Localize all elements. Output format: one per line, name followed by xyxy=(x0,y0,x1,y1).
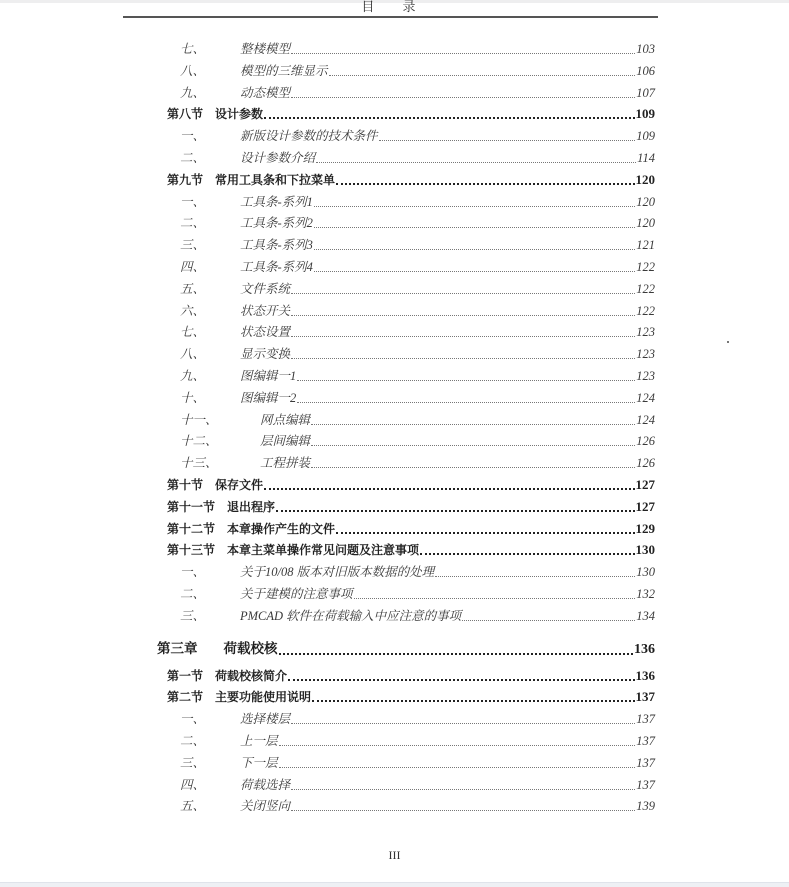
toc-entry-item[interactable] xyxy=(0,731,789,751)
toc-entry-title: 图编辑一2 xyxy=(240,388,296,408)
toc-entry-title: 退出程序 xyxy=(227,497,275,517)
toc-entry-item[interactable] xyxy=(0,753,789,773)
toc-entry-title: 新版设计参数的技术条件 xyxy=(240,126,378,146)
toc-entry-section[interactable] xyxy=(0,104,789,124)
toc-entry-page: 120 xyxy=(636,170,789,190)
toc-entry-number: 一、 xyxy=(0,192,240,212)
toc-entry-page: 120 xyxy=(636,213,789,233)
toc-entry-page: 136 xyxy=(634,638,789,662)
toc-entry-item[interactable] xyxy=(0,562,789,582)
dot-leader xyxy=(336,532,634,534)
toc-entry-number: 六、 xyxy=(0,301,240,321)
toc-entry-page: 137 xyxy=(636,775,789,795)
dot-leader xyxy=(264,488,634,490)
toc-entry-page: 127 xyxy=(636,475,789,495)
toc-entry-page: 139 xyxy=(636,796,789,816)
toc-entry-page: 122 xyxy=(636,279,789,299)
toc-entry-item[interactable] xyxy=(0,453,789,473)
dot-leader xyxy=(336,183,634,185)
toc-entry-title: 选择楼层 xyxy=(240,709,290,729)
dot-leader xyxy=(279,767,636,768)
toc-entry-page: 103 xyxy=(636,39,789,59)
toc-entry-page: 123 xyxy=(636,344,789,364)
dot-leader xyxy=(276,510,634,512)
toc-entry-item[interactable] xyxy=(0,344,789,364)
toc-entry-title: 文件系统 xyxy=(240,279,290,299)
toc-entry-page: 122 xyxy=(636,257,789,277)
toc-entry-page: 137 xyxy=(636,731,789,751)
toc-entry-page: 109 xyxy=(636,104,789,124)
toc-entry-number: 五、 xyxy=(0,796,240,816)
toc-entry-number: 九、 xyxy=(0,366,240,386)
toc-entry-page: 137 xyxy=(636,687,789,707)
toc-entry-title: 设计参数 xyxy=(215,104,263,124)
toc-entry-title: 关闭竖向 xyxy=(240,796,290,816)
dot-leader xyxy=(314,227,635,228)
toc-entry-title: 工具条-系列2 xyxy=(240,213,313,233)
toc-entry-page: 122 xyxy=(636,301,789,321)
toc-entry-chapter[interactable] xyxy=(0,637,789,661)
toc-entry-number: 二、 xyxy=(0,148,240,168)
toc-entry-number: 第十节 xyxy=(0,475,203,495)
dot-leader xyxy=(462,620,635,621)
dot-leader xyxy=(291,53,635,54)
dot-leader xyxy=(312,700,634,702)
toc-entry-number: 十三、 xyxy=(0,453,260,473)
toc-entry-page: 120 xyxy=(636,192,789,212)
dot-leader xyxy=(311,424,635,425)
toc-entry-number: 五、 xyxy=(0,279,240,299)
toc-entry-number: 二、 xyxy=(0,584,240,604)
toc-entry-title: 上一层 xyxy=(240,731,278,751)
toc-entry-title: 下一层 xyxy=(240,753,278,773)
toc-entry-page: 106 xyxy=(636,61,789,81)
toc-entry-number: 八、 xyxy=(0,61,240,81)
dot-leader xyxy=(291,810,635,811)
toc-entry-title: 本章主菜单操作常见问题及注意事项 xyxy=(227,540,419,560)
toc-entry-section[interactable] xyxy=(0,519,789,539)
footer-page-number: III xyxy=(0,848,789,863)
dot-leader xyxy=(291,293,635,294)
toc-entry-item[interactable] xyxy=(0,61,789,81)
toc-entry-section[interactable] xyxy=(0,170,789,190)
toc-entry-number: 第九节 xyxy=(0,170,203,190)
dot-leader xyxy=(316,162,636,163)
dot-leader xyxy=(291,789,635,790)
dot-leader xyxy=(288,679,634,681)
toc-entry-number: 七、 xyxy=(0,39,240,59)
toc-entry-number: 第三章 xyxy=(0,637,198,661)
dot-leader xyxy=(297,402,635,403)
toc-entry-section[interactable] xyxy=(0,666,789,686)
running-header-title: 目 录 xyxy=(0,0,789,16)
dot-leader xyxy=(291,336,635,337)
toc-entry-title: 常用工具条和下拉菜单 xyxy=(215,170,335,190)
toc-entry-title: 荷载校核简介 xyxy=(215,666,287,686)
toc-entry-page: 107 xyxy=(636,83,789,103)
dot-leader xyxy=(311,445,635,446)
toc-entry-number: 第十三节 xyxy=(0,540,215,560)
toc-entry-page: 109 xyxy=(636,126,789,146)
toc-entry-number: 第十一节 xyxy=(0,497,215,517)
toc-entry-number: 四、 xyxy=(0,775,240,795)
toc-entry-number: 三、 xyxy=(0,606,240,626)
toc-entry-number: 四、 xyxy=(0,257,240,277)
toc-entry-number: 第一节 xyxy=(0,666,203,686)
toc-entry-title: 保存文件 xyxy=(215,475,263,495)
toc-entry-number: 三、 xyxy=(0,235,240,255)
toc-entry-page: 130 xyxy=(636,540,789,560)
dot-leader xyxy=(314,206,635,207)
header-rule xyxy=(123,16,658,18)
toc-entry-page: 126 xyxy=(636,431,789,451)
dot-leader xyxy=(279,745,636,746)
toc-entry-number: 二、 xyxy=(0,731,240,751)
toc-entry-page: 137 xyxy=(636,709,789,729)
toc-entry-title: 关于建模的注意事项 xyxy=(240,584,353,604)
toc-entry-title: 状态开关 xyxy=(240,301,290,321)
toc-entry-item[interactable] xyxy=(0,301,789,321)
dot-leader xyxy=(354,598,636,599)
toc-entry-item[interactable] xyxy=(0,775,789,795)
toc-entry-item[interactable] xyxy=(0,213,789,233)
toc-entry-title: 荷载选择 xyxy=(240,775,290,795)
toc-entry-title: 荷载校核 xyxy=(224,637,278,661)
dot-leader xyxy=(291,358,635,359)
toc-entry-number: 第二节 xyxy=(0,687,203,707)
toc-entry-page: 134 xyxy=(636,606,789,626)
toc-entry-item[interactable] xyxy=(0,431,789,451)
toc-entry-page: 132 xyxy=(636,584,789,604)
toc-entry-page: 123 xyxy=(636,366,789,386)
dot-leader xyxy=(329,75,636,76)
toc-entry-item[interactable] xyxy=(0,388,789,408)
toc-entry-number: 一、 xyxy=(0,126,240,146)
toc-entry-title: 状态设置 xyxy=(240,322,290,342)
dot-leader xyxy=(435,576,635,577)
dot-leader xyxy=(291,723,635,724)
toc-entry-number: 三、 xyxy=(0,753,240,773)
toc-entry-page: 130 xyxy=(636,562,789,582)
toc-entry-page: 137 xyxy=(636,753,789,773)
dot-leader xyxy=(379,140,636,141)
toc-entry-number: 第八节 xyxy=(0,104,203,124)
toc-entry-title: 工程拼装 xyxy=(260,453,310,473)
toc-entry-title: 主要功能使用说明 xyxy=(215,687,311,707)
toc-entry-title: 关于10/08 版本对旧版本数据的处理 xyxy=(240,562,434,582)
dot-leader xyxy=(264,117,634,119)
toc-entry-title: 网点编辑 xyxy=(260,410,310,430)
toc-entry-item[interactable] xyxy=(0,235,789,255)
toc-entry-page: 123 xyxy=(636,322,789,342)
dot-leader xyxy=(311,467,635,468)
toc-entry-item[interactable] xyxy=(0,192,789,212)
toc-entry-item[interactable] xyxy=(0,584,789,604)
toc-entry-number: 一、 xyxy=(0,709,240,729)
toc-entry-section[interactable] xyxy=(0,687,789,707)
toc-entry-title: 工具条-系列3 xyxy=(240,235,313,255)
dot-leader xyxy=(291,315,635,316)
toc-entry-number: 八、 xyxy=(0,344,240,364)
toc-entry-item[interactable] xyxy=(0,709,789,729)
toc-entry-number: 七、 xyxy=(0,322,240,342)
toc-entry-item[interactable] xyxy=(0,83,789,103)
toc-entry-title: 本章操作产生的文件 xyxy=(227,519,335,539)
dot-leader xyxy=(279,653,634,655)
toc-entry-page: 124 xyxy=(636,410,789,430)
toc-entry-item[interactable] xyxy=(0,796,789,816)
toc-entry-title: 整楼模型 xyxy=(240,39,290,59)
toc-entry-title: 动态模型 xyxy=(240,83,290,103)
toc-entry-item[interactable] xyxy=(0,257,789,277)
toc-entry-number: 十一、 xyxy=(0,410,260,430)
toc-entry-number: 二、 xyxy=(0,213,240,233)
toc-entry-title: 工具条-系列4 xyxy=(240,257,313,277)
toc-entry-page: 126 xyxy=(636,453,789,473)
toc-entry-title: 设计参数介绍 xyxy=(240,148,315,168)
viewer-bottom-edge xyxy=(0,882,789,887)
toc-entry-section[interactable] xyxy=(0,475,789,495)
toc-entry-page: 124 xyxy=(636,388,789,408)
toc-entry-section[interactable] xyxy=(0,540,789,560)
toc-entry-title: 显示变换 xyxy=(240,344,290,364)
toc-entry-item[interactable] xyxy=(0,606,789,626)
toc-entry-item[interactable] xyxy=(0,410,789,430)
toc-entry-number: 十、 xyxy=(0,388,240,408)
toc-entry-number: 十二、 xyxy=(0,431,260,451)
toc-entry-title: 图编辑一1 xyxy=(240,366,296,386)
toc-entry-page: 136 xyxy=(636,666,789,686)
toc-entry-page: 121 xyxy=(636,235,789,255)
scan-speck xyxy=(727,341,729,343)
dot-leader xyxy=(314,249,635,250)
dot-leader xyxy=(420,553,634,555)
toc-entry-title: PMCAD 软件在荷载输入中应注意的事项 xyxy=(240,606,461,626)
toc-entry-number: 第十二节 xyxy=(0,519,215,539)
toc-entry-item[interactable] xyxy=(0,148,789,168)
dot-leader xyxy=(297,380,635,381)
toc-entry-title: 层间编辑 xyxy=(260,431,310,451)
toc-entry-page: 129 xyxy=(636,519,789,539)
toc-entry-item[interactable] xyxy=(0,39,789,59)
toc-entry-title: 模型的三维显示 xyxy=(240,61,328,81)
toc-entry-number: 一、 xyxy=(0,562,240,582)
toc-entry-number: 九、 xyxy=(0,83,240,103)
toc-entry-item[interactable] xyxy=(0,126,789,146)
toc-entry-page: 127 xyxy=(636,497,789,517)
toc-entry-section[interactable] xyxy=(0,497,789,517)
dot-leader xyxy=(291,97,635,98)
toc-entry-page: 114 xyxy=(637,148,789,168)
toc-entry-item[interactable] xyxy=(0,279,789,299)
toc-entry-item[interactable] xyxy=(0,366,789,386)
toc-entry-title: 工具条-系列1 xyxy=(240,192,313,212)
toc-entry-item[interactable] xyxy=(0,322,789,342)
dot-leader xyxy=(314,271,635,272)
